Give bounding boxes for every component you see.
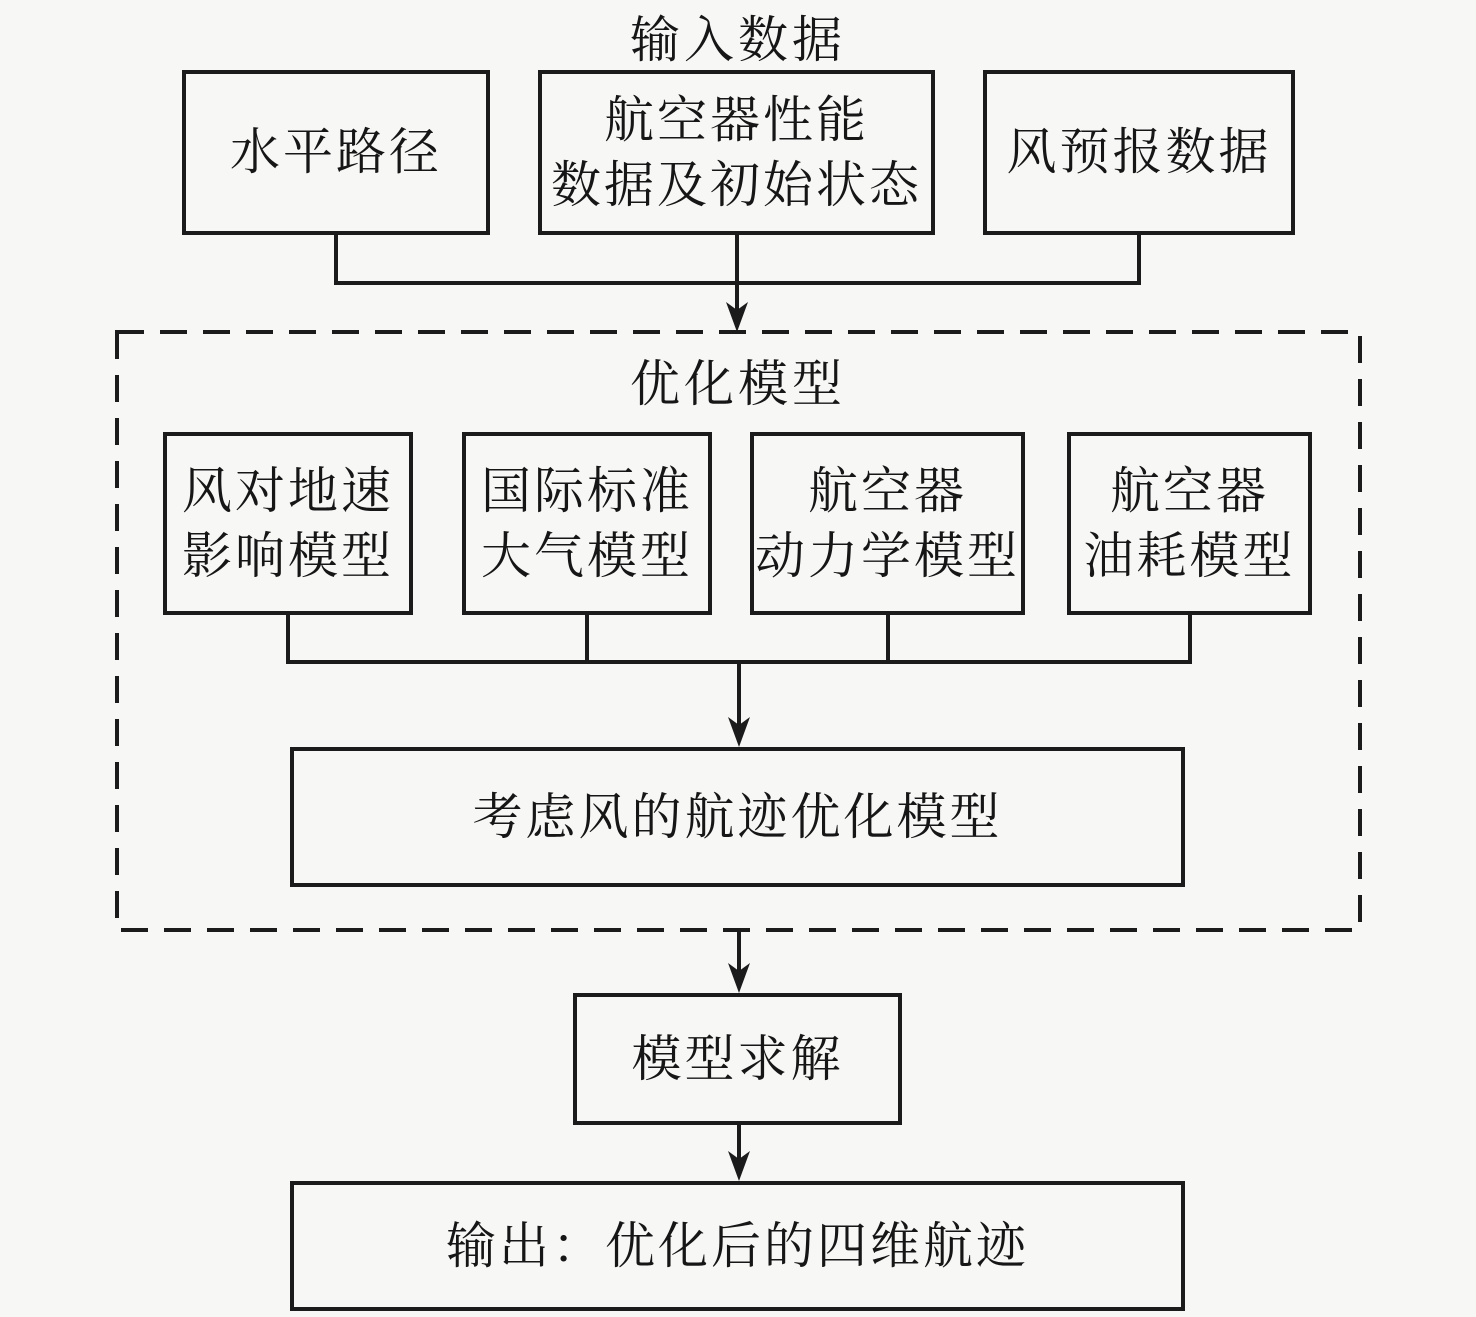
box-isa-atmosphere-model: [462, 432, 712, 615]
box-label-line1: 国际标准: [481, 461, 693, 520]
box-label: 风预报数据: [1006, 123, 1272, 181]
box-aircraft-fuel-model: [1067, 432, 1312, 615]
box-label-line1: 航空器: [808, 461, 967, 520]
box-label-line2: 动力学模型: [755, 526, 1020, 585]
box-label: 水平路径: [230, 123, 442, 181]
box-label-line1: 航空器: [1110, 461, 1269, 520]
box-aircraft-performance: [538, 70, 935, 235]
optimization-group-title: 优化模型: [630, 355, 846, 413]
box-model-solving: [573, 993, 902, 1125]
box-label-line2: 影响模型: [182, 526, 394, 585]
box-wind-groundspeed-model: [163, 432, 413, 615]
box-label: 模型求解: [631, 1029, 844, 1088]
box-wind-trajectory-optimization-model: [290, 747, 1185, 887]
box-wind-forecast: [983, 70, 1295, 235]
diagram-title: 输入数据: [630, 11, 846, 69]
box-label-line1: 航空器性能: [604, 90, 869, 149]
box-label-line2: 大气模型: [481, 526, 693, 585]
box-output-4d-trajectory: [290, 1181, 1185, 1311]
box-label: 输出：优化后的四维航迹: [446, 1216, 1029, 1275]
box-horizontal-path: [182, 70, 490, 235]
box-aircraft-dynamics-model: [750, 432, 1025, 615]
box-label: 考虑风的航迹优化模型: [472, 787, 1003, 846]
box-label-line2: 数据及初始状态: [551, 155, 922, 214]
box-label-line1: 风对地速: [182, 461, 394, 520]
box-label-line2: 油耗模型: [1083, 526, 1296, 585]
